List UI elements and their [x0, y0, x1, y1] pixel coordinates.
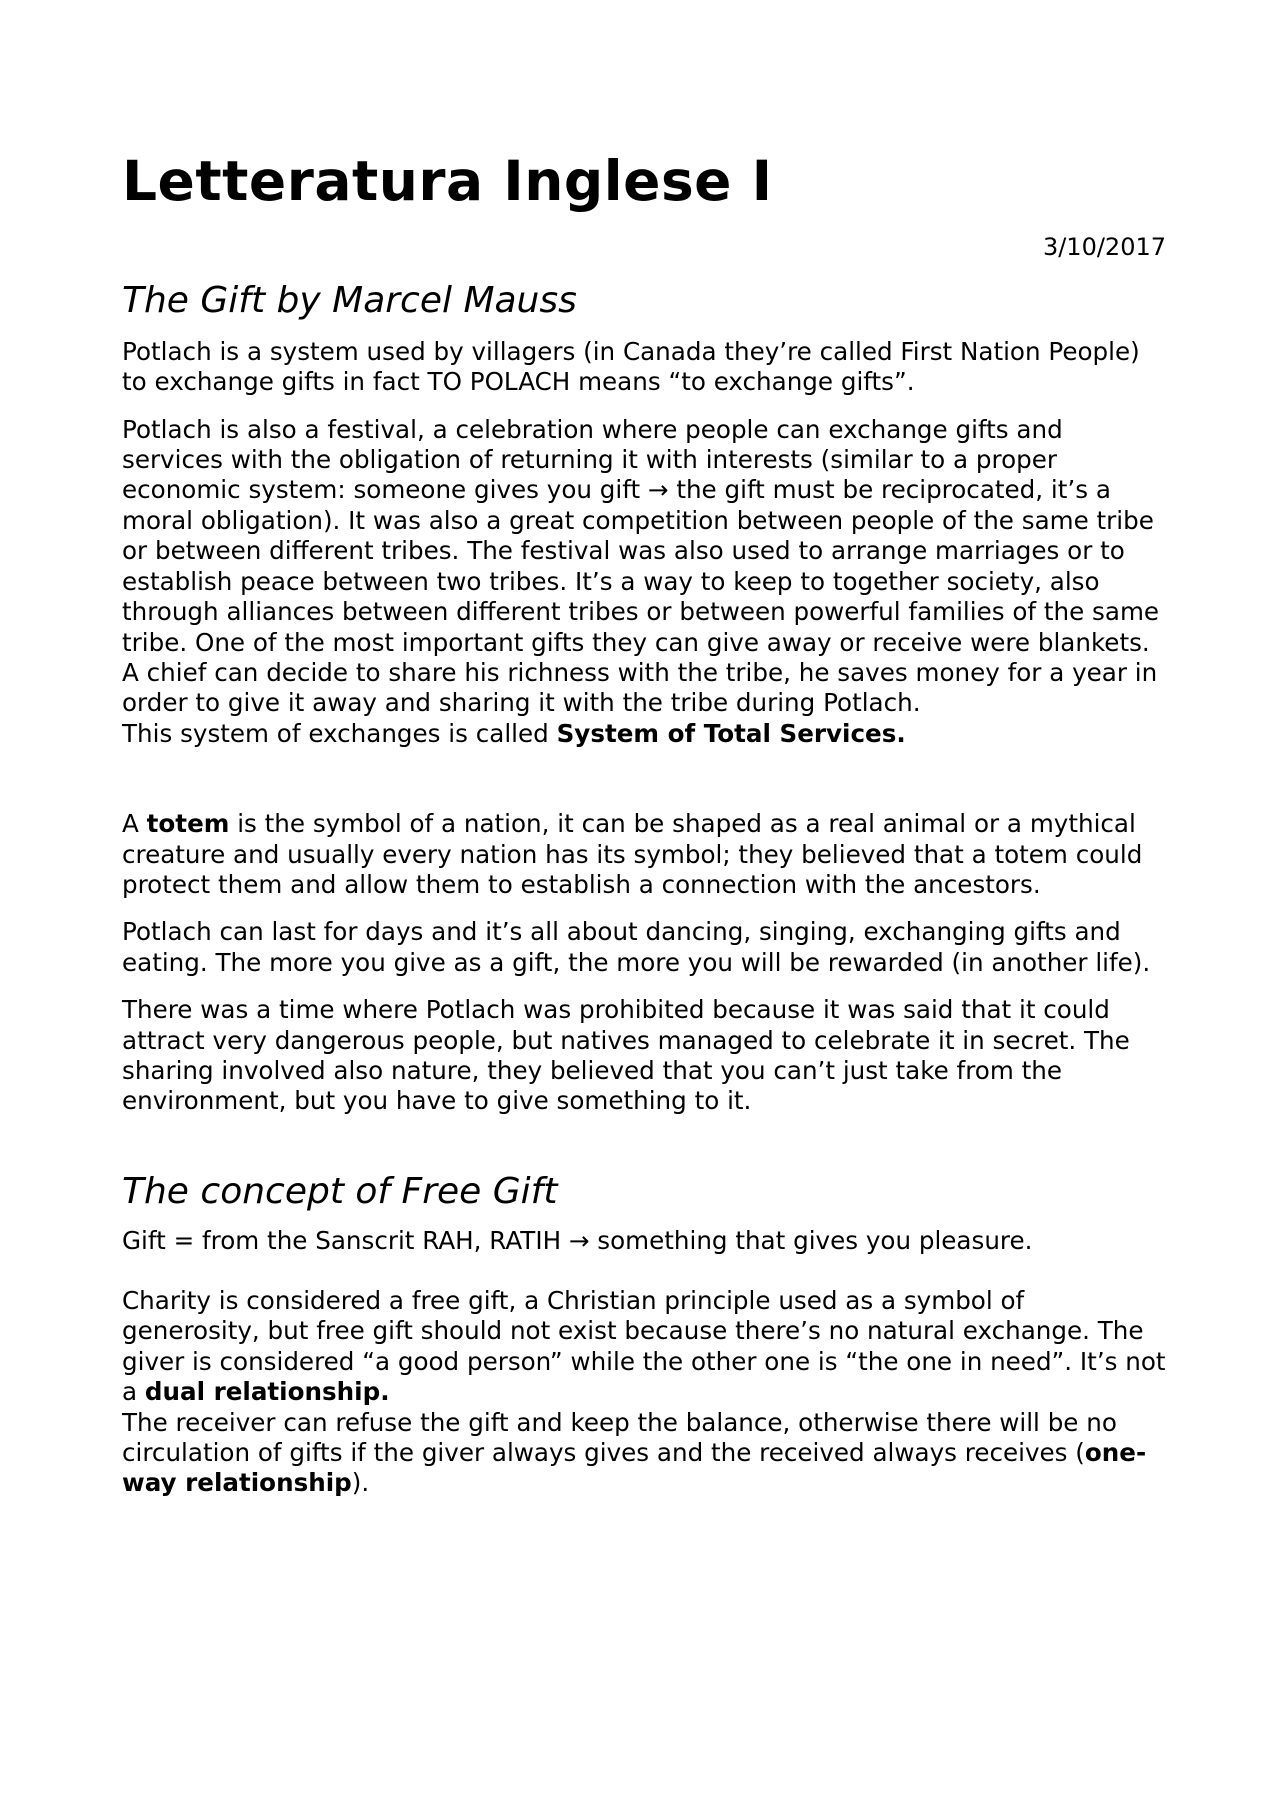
paragraph-total-services	[122, 719, 1166, 749]
paragraph-potlach-festival: Potlach is also a festival, a celebration where people can exchange gifts and services with the obligation of returning it with interests (similar to a proper economic system: someone gives you gift → the gift must be reciprocated, it’s a moral obligation). It was also a great competition between people of the same tribe or between different tribes. The festival was also used to arrange marriages or to establish peace between two tribes. It’s a way to keep to together society, also through alliances between different tribes or between powerful families of the same tribe. One of the most important gifts they can give away or receive were blankets. A chief can decide to share his richness with the tribe, he saves money for a year in order to give it away and sharing it with the tribe during Potlach.	[122, 414, 1160, 718]
section-heading-free-gift: The concept of Free Gift	[122, 1170, 558, 1212]
paragraph-charity	[122, 1286, 1166, 1408]
one-way-relationship-bold: one-way relationship	[122, 1438, 1147, 1498]
paragraph-potlach-duration: Potlach can last for days and it’s all about dancing, singing, exchanging gifts and eating. The more you give as a gift, the more you will be rewarded (in another life).	[122, 917, 1151, 977]
receiver-text: The receiver can refuse the gift and keep the balance, otherwise there will be no circulation of gifts if the giver always gives and the received always receives (	[122, 1407, 1117, 1468]
dual-relationship-bold: dual relationship.	[144, 1377, 390, 1407]
totem-post: is the symbol of a nation, it can be shaped as a real animal or a mythical creature and usually every nation has its symbol; they believed that a totem could protect them and allow them to establish a connection with the ancestors.	[122, 809, 1143, 899]
paragraph-totem	[122, 809, 1166, 900]
paragraph-potlach-prohibited: There was a time where Potlach was prohibited because it was said that it could attract very dangerous people, but natives managed to celebrate it in secret. The sharing involved also nature, they believed that you can’t just take from the environment, but you have to give something to it.	[122, 995, 1130, 1116]
paragraph-gift-etymology: Gift = from the Sanscrit RAH, RATIH → something that gives you pleasure.	[122, 1225, 1033, 1255]
document-page	[122, 150, 1166, 1499]
document-date: 3/10/2017	[1042, 233, 1166, 262]
paragraph-receiver	[122, 1408, 1166, 1499]
total-services-bold: System of Total Services.	[556, 718, 906, 748]
paragraph-potlach-definition: Potlach is a system used by villagers (in Canada they’re called First Nation People) to exchange gifts in fact TO POLACH means “to exchange gifts”.	[122, 336, 1140, 397]
totem-bold: totem	[146, 809, 230, 839]
totem-pre: A	[122, 809, 147, 839]
section-heading-gift: The Gift by Marcel Mauss	[122, 280, 577, 322]
receiver-end: ).	[351, 1468, 370, 1498]
document-title: Letteratura Inglese I	[122, 149, 773, 213]
charity-text: Charity is considered a free gift, a Christian principle used as a symbol of generosity, but free gift should not exist because there’s no natural exchange. The giver is considered “a good person” while the other one is “the one in need”. It’s not a	[122, 1285, 1166, 1407]
total-services-text: This system of exchanges is called	[122, 718, 557, 748]
